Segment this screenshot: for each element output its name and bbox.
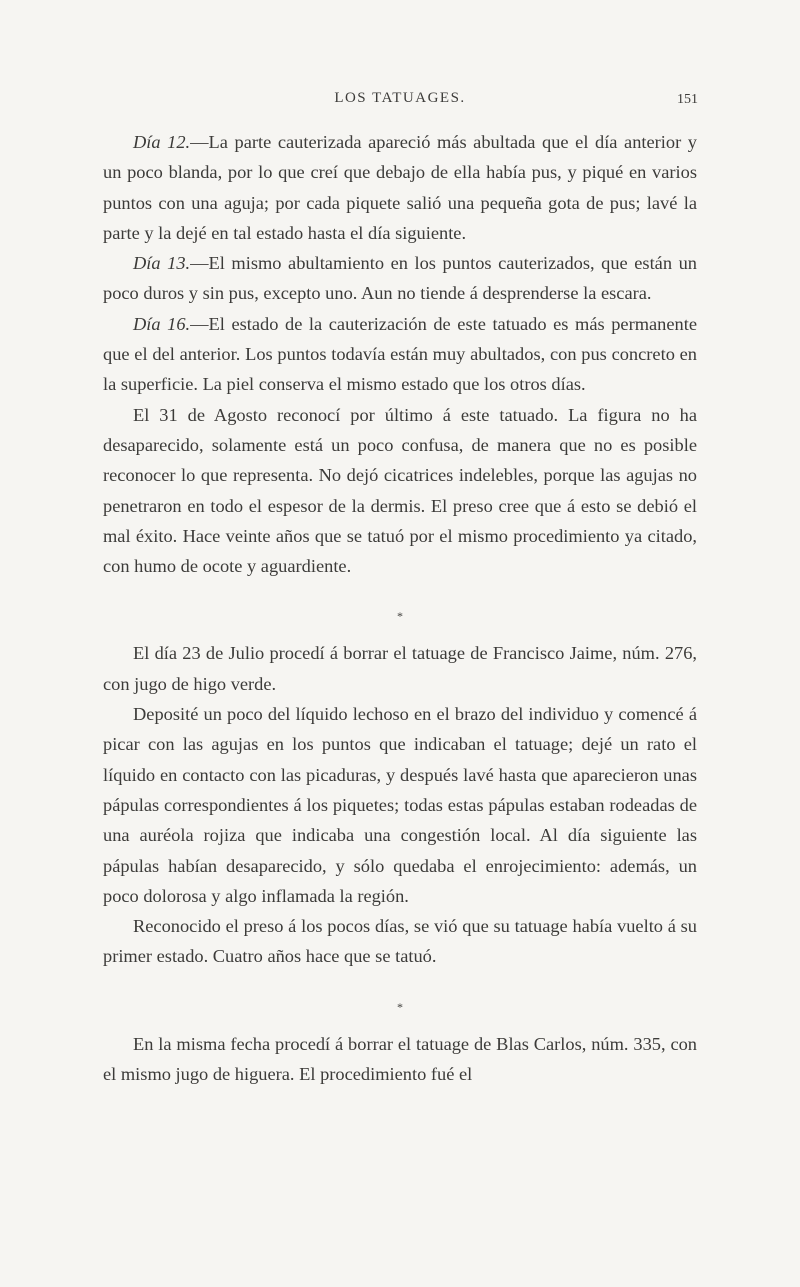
- day-label: Día 13.: [133, 253, 191, 274]
- section-separator: *: [397, 609, 403, 624]
- paragraph-procedure: Deposité un poco del líquido lechoso en el brazo del individuo y comencé á picar con las agujas en los puntos que indicaban el tatuage; dejé un rato el líquido en contacto con las picaduras, y después lavé hasta que aparecieron unas pápulas correspondientes á los piquetes; todas estas pápulas estaban rodeadas de una auréola rojiza que indicaba una congestión local. Al día siguiente las pápulas habían desaparecido, y sólo quedaba el enrojecimiento: además, un poco dolorosa y algo inflamada la región.: [103, 704, 697, 906]
- paragraph-text: —El estado de la cauterización de este tatuado es más permanente que el del anterior. Los puntos todavía están muy abultados, con pus concreto en la superficie. La piel conserva el mismo estado que los otros días.: [103, 313, 697, 395]
- paragraph-day-13: [103, 248, 697, 309]
- paragraph-result: Reconocido el preso á los pocos días, se vió que su tatuage había vuelto á su primer estado. Cuatro años hace que se tatuó.: [103, 916, 697, 967]
- paragraph-august-31: El 31 de Agosto reconocí por último á este tatuado. La figura no ha desaparecido, solamente está un poco confusa, de manera que no es posible reconocer lo que representa. No dejó cicatrices indelebles, porque las agujas no penetraron en todo el espesor de la dermis. El preso cree que á esto se debió el mal éxito. Hace veinte años que se tatuó por el mismo procedimiento ya citado, con humo de ocote y aguardiente.: [103, 404, 697, 577]
- running-title: LOS TATUAGES.: [334, 90, 466, 106]
- day-label: Día 12.: [133, 132, 191, 152]
- day-label: Día 16.: [133, 313, 191, 334]
- page-header: [0, 90, 800, 114]
- paragraph-day-12: [103, 127, 697, 248]
- paragraph-day-16: [103, 309, 697, 400]
- page-body: [103, 127, 697, 1089]
- page-number: 151: [677, 92, 698, 107]
- paragraph-text: —La parte cauterizada apareció más abultada que el día anterior y un poco blanda, por lo que creí que debajo de ella había pus, y piqué en varios puntos con una aguja; por cada piquete salió una pequeña gota de pus; lavé la parte y la dejé en tal estado hasta el día siguiente.: [103, 132, 697, 243]
- paragraph-text: —El mismo abultamiento en los puntos cauterizados, que están un poco duros y sin pus, excepto uno. Aun no tiende á desprenderse la escara.: [103, 253, 697, 304]
- section-separator: *: [397, 999, 403, 1014]
- paragraph-blas-carlos: En la misma fecha procedí á borrar el tatuage de Blas Carlos, núm. 335, con el mismo jugo de higuera. El procedimiento fué el: [103, 1033, 697, 1085]
- paragraph-francisco-jaime: El día 23 de Julio procedí á borrar el tatuage de Francisco Jaime, núm. 276, con jugo de higo verde.: [103, 643, 697, 694]
